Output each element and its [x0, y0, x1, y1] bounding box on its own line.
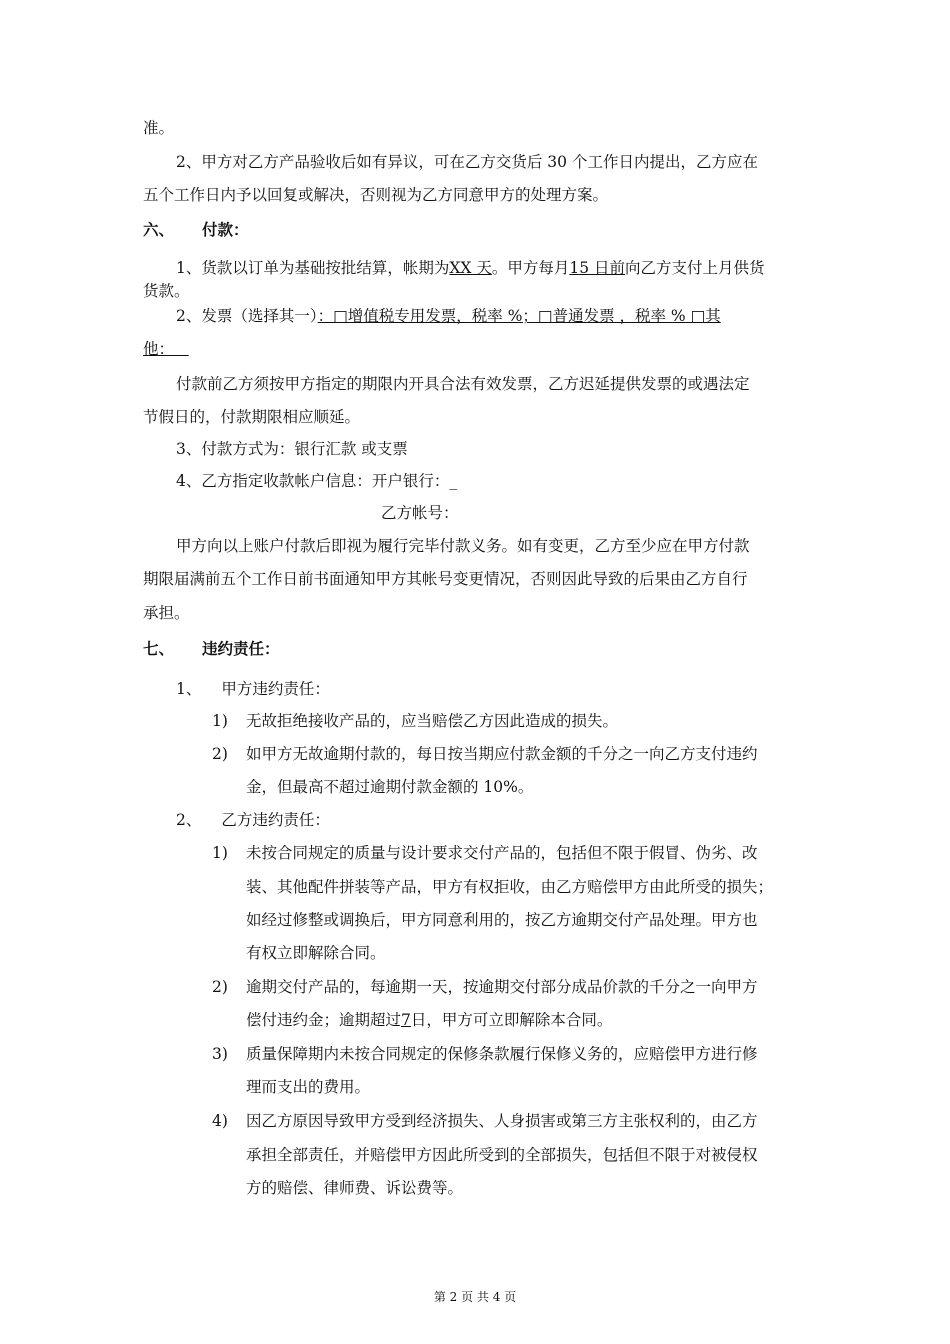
text-span: 日，甲方可立即解除本合同。 [410, 1011, 613, 1029]
text-line: 如经过修整或调换后，甲方同意利用的，按乙方逾期交付产品处理。甲方也 [246, 911, 758, 929]
list-item-number: 4) [212, 1112, 228, 1130]
page-footer: 第 2 页 共 4 页 [433, 1290, 517, 1304]
text-line: 货款。 [143, 282, 190, 300]
text-span: 2、发票（选择其一） [176, 307, 318, 325]
list-item-number: 1) [212, 712, 228, 730]
sub-heading-title: 乙方违约责任： [221, 811, 330, 829]
text-line [246, 1009, 612, 1031]
overdue-days-value: 7 [401, 1011, 411, 1029]
sub-heading-number: 2、 [176, 811, 202, 829]
text-line: 如甲方无故逾期付款的，每日按当期应付款金额的千分之一向乙方支付违约 [246, 745, 758, 763]
text-span: 。甲方每月 [491, 259, 570, 277]
text-line: 4、乙方指定收款帐户信息：开户银行：_ [176, 472, 458, 490]
sub-heading-title: 甲方违约责任： [221, 680, 330, 698]
payment-term-value: XX 天 [449, 259, 492, 277]
invoice-options: ：□增值税专用发票，税率 %；□普通发票 ，税率 % □其 [317, 307, 721, 325]
text-line: 逾期交付产品的，每逾期一天，按逾期交付部分成品价款的千分之一向甲方 [246, 978, 758, 996]
list-item-number: 2) [212, 745, 228, 763]
invoice-other: 他： [143, 340, 189, 358]
list-item-number: 1) [212, 844, 228, 862]
text-line: 未按合同规定的质量与设计要求交付产品的，包括但不限于假冒、伪劣、改 [246, 844, 758, 862]
text-span: 1、货款以订单为基础按批结算，帐期为 [176, 259, 450, 277]
text-line: 节假日的，付款期限相应顺延。 [143, 408, 361, 426]
section-six-heading [143, 219, 249, 241]
section-number: 六、 [143, 220, 175, 239]
section-title: 违约责任： [202, 639, 280, 658]
text-line: 期限届满前五个工作日前书面通知甲方其帐号变更情况，否则因此导致的后果由乙方自行 [143, 570, 748, 588]
sub-heading [176, 809, 330, 831]
text-line [176, 257, 765, 279]
text-span: 向乙方支付上月供货 [625, 259, 765, 277]
text-line: 五个工作日内予以回复或解决，否则视为乙方同意甲方的处理方案。 [143, 186, 609, 204]
text-line [176, 305, 721, 327]
list-item-number: 2) [212, 978, 228, 996]
sub-heading-number: 1、 [176, 680, 202, 698]
text-line: 因乙方原因导致甲方受到经济损失、人身损害或第三方主张权利的，由乙方 [246, 1112, 758, 1130]
text-line: 质量保障期内未按合同规定的保修条款履行保修义务的，应赔偿甲方进行修 [246, 1045, 758, 1063]
text-line: 有权立即解除合同。 [246, 944, 386, 962]
text-line: 无故拒绝接收产品的，应当赔偿乙方因此造成的损失。 [246, 712, 619, 730]
section-number: 七、 [143, 639, 175, 658]
text-line: 2、甲方对乙方产品验收后如有异议，可在乙方交货后 30 个工作日内提出，乙方应在 [176, 153, 758, 171]
list-item-number: 3) [212, 1045, 228, 1063]
text-span: 偿付违约金；逾期超过 [246, 1011, 402, 1029]
text-line: 准。 [143, 119, 175, 137]
payment-date-value: 15 日前 [569, 259, 626, 277]
text-line: 理而支出的费用。 [246, 1078, 371, 1096]
text-line: 付款前乙方须按甲方指定的期限内开具合法有效发票，乙方迟延提供发票的或遇法定 [176, 375, 750, 393]
text-line: 承担全部责任，并赔偿甲方因此所受到的全部损失，包括但不限于对被侵权 [246, 1146, 758, 1164]
text-line: 承担。 [143, 604, 190, 622]
section-title: 付款： [202, 220, 249, 239]
text-line: 金，但最高不超过逾期付款金额的 10%。 [246, 778, 534, 796]
sub-heading [176, 678, 330, 700]
section-seven-heading [143, 638, 280, 660]
text-line: 方的赔偿、律师费、诉讼费等。 [246, 1179, 464, 1197]
text-line: 甲方向以上账户付款后即视为履行完毕付款义务。如有变更，乙方至少应在甲方付款 [176, 537, 750, 555]
text-line: 乙方帐号： [381, 504, 459, 522]
text-line: 装、其他配件拼装等产品，甲方有权拒收，由乙方赔偿甲方由此所受的损失； [246, 878, 774, 896]
text-line: 3、付款方式为：银行汇款 或支票 [176, 440, 408, 458]
